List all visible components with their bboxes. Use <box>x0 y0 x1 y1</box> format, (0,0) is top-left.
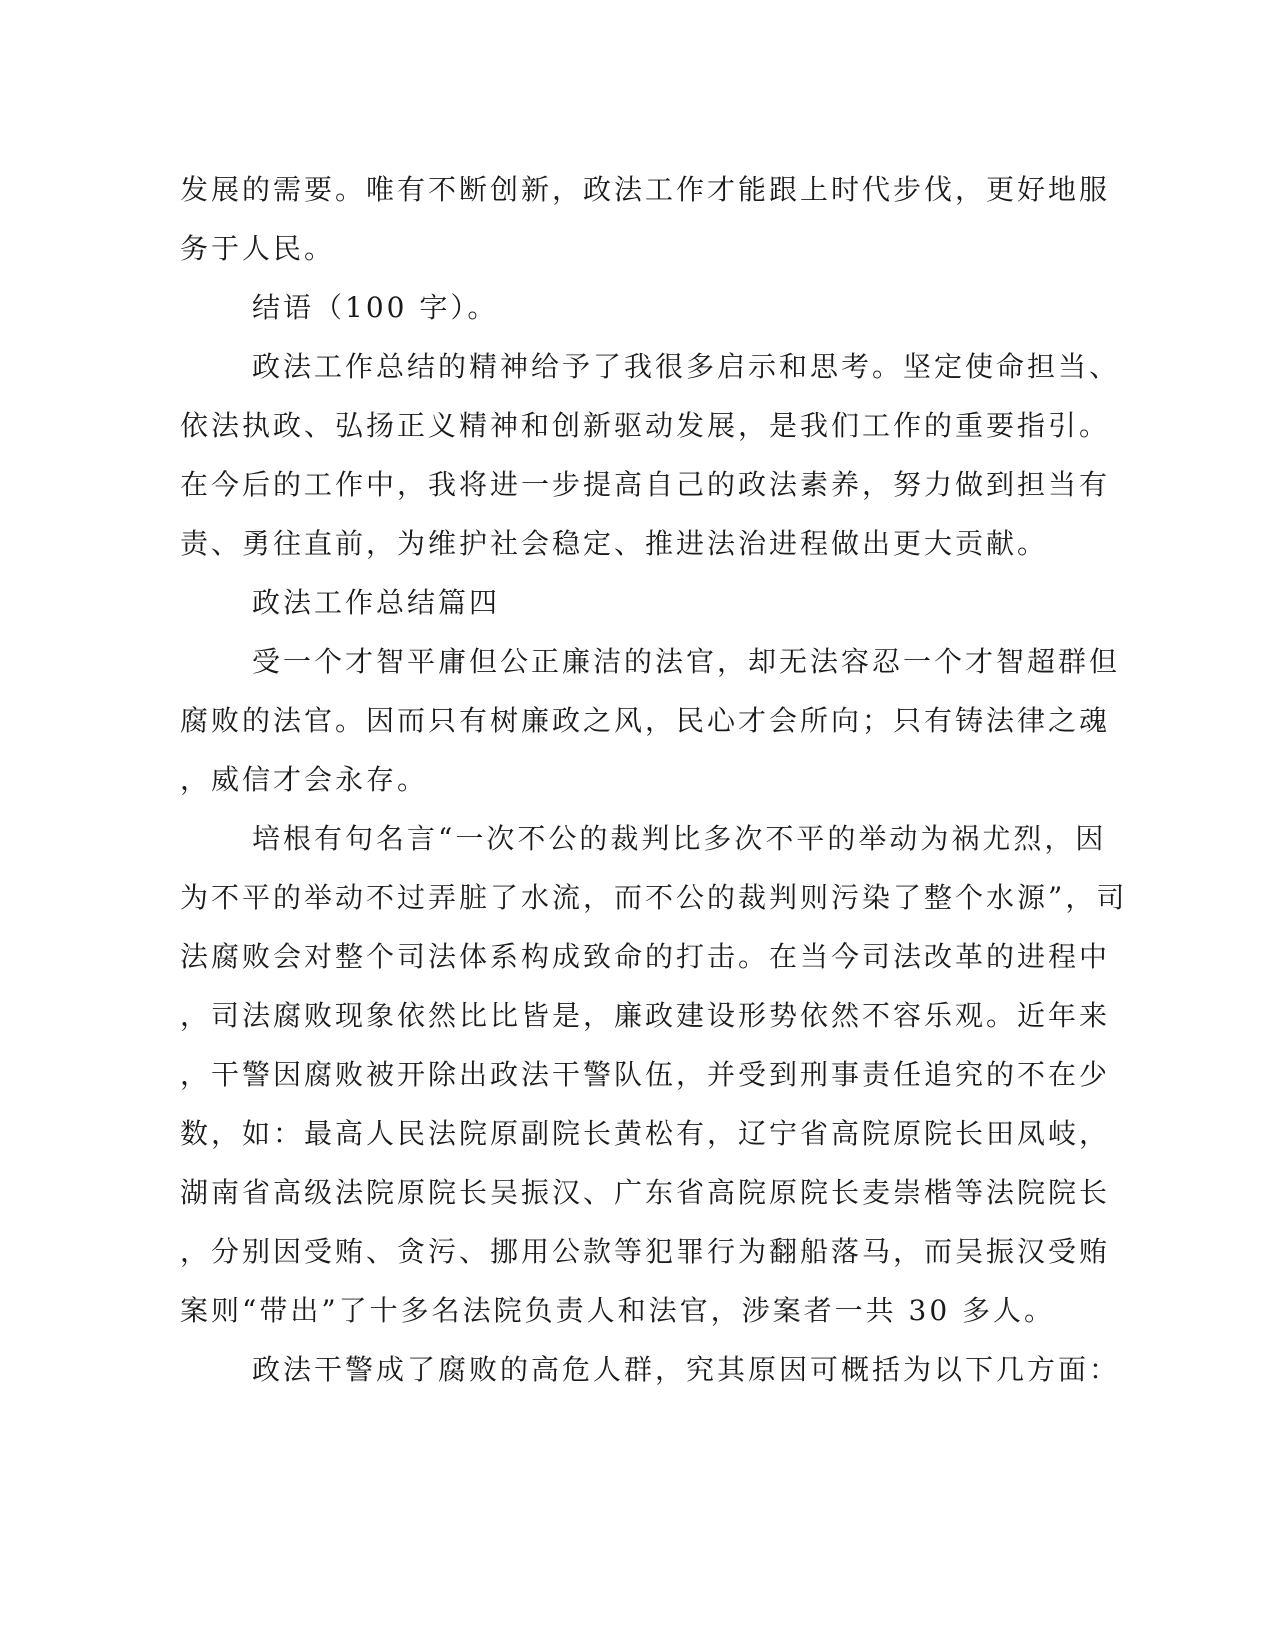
paragraph <box>180 337 1121 573</box>
text-line: ，司法腐败现象依然比比皆是，廉政建设形势依然不容乐观。近年来 <box>180 999 1111 1032</box>
text-line: 政法干警成了腐败的高危人群，究其原因可概括为以下几方面： <box>252 1353 1121 1386</box>
paragraph <box>180 160 1111 278</box>
text-line: 务于人民。 <box>180 232 336 265</box>
paragraph <box>180 1340 1121 1399</box>
text-line: 责、勇往直前，为维护社会稳定、推进法治进程做出更大贡献。 <box>180 527 1049 560</box>
text-line: 在今后的工作中，我将进一步提高自己的政法素养，努力做到担当有 <box>180 468 1111 501</box>
text-line: 培根有句名言“一次不公的裁判比多次不平的举动为祸尤烈，因 <box>252 822 1107 855</box>
section-heading: 政法工作总结篇四 <box>252 586 501 619</box>
text-line: 法腐败会对整个司法体系构成致命的打击。在当今司法改革的进程中 <box>180 940 1111 973</box>
text-line: 湖南省高级法院原院长吴振汉、广东省高院原院长麦崇楷等法院院长 <box>180 1176 1111 1209</box>
text-line: ，分别因受贿、贪污、挪用公款等犯罪行为翻船落马，而吴振汉受贿 <box>180 1235 1111 1268</box>
text-line: 腐败的法官。因而只有树廉政之风，民心才会所向；只有铸法律之魂 <box>180 704 1111 737</box>
text-line: 为不平的举动不过弄脏了水流，而不公的裁判则污染了整个水源”，司 <box>180 881 1128 914</box>
document-body <box>180 160 1128 1399</box>
text-line: ，干警因腐败被开除出政法干警队伍，并受到刑事责任追究的不在少 <box>180 1058 1111 1091</box>
paragraph <box>180 573 1040 632</box>
text-line: 案则“带出”了十多名法院负责人和法官，涉案者一共 30 多人。 <box>180 1294 1056 1327</box>
text-line: 政法工作总结的精神给予了我很多启示和思考。坚定使命担当、 <box>252 350 1121 383</box>
section-heading: 结语（100 字）。 <box>252 291 499 324</box>
text-line: 发展的需要。唯有不断创新，政法工作才能跟上时代步伐，更好地服 <box>180 173 1111 206</box>
text-line: ，威信才会永存。 <box>180 763 429 796</box>
text-line: 受一个才智平庸但公正廉洁的法官，却无法容忍一个才智超群但 <box>252 645 1121 678</box>
text-line: 依法执政、弘扬正义精神和创新驱动发展，是我们工作的重要指引。 <box>180 409 1111 442</box>
text-line: 数，如：最高人民法院原副院长黄松有，辽宁省高院原院长田凤岐， <box>180 1117 1111 1150</box>
paragraph <box>180 809 1128 1340</box>
paragraph <box>180 278 1040 337</box>
paragraph <box>180 632 1121 809</box>
